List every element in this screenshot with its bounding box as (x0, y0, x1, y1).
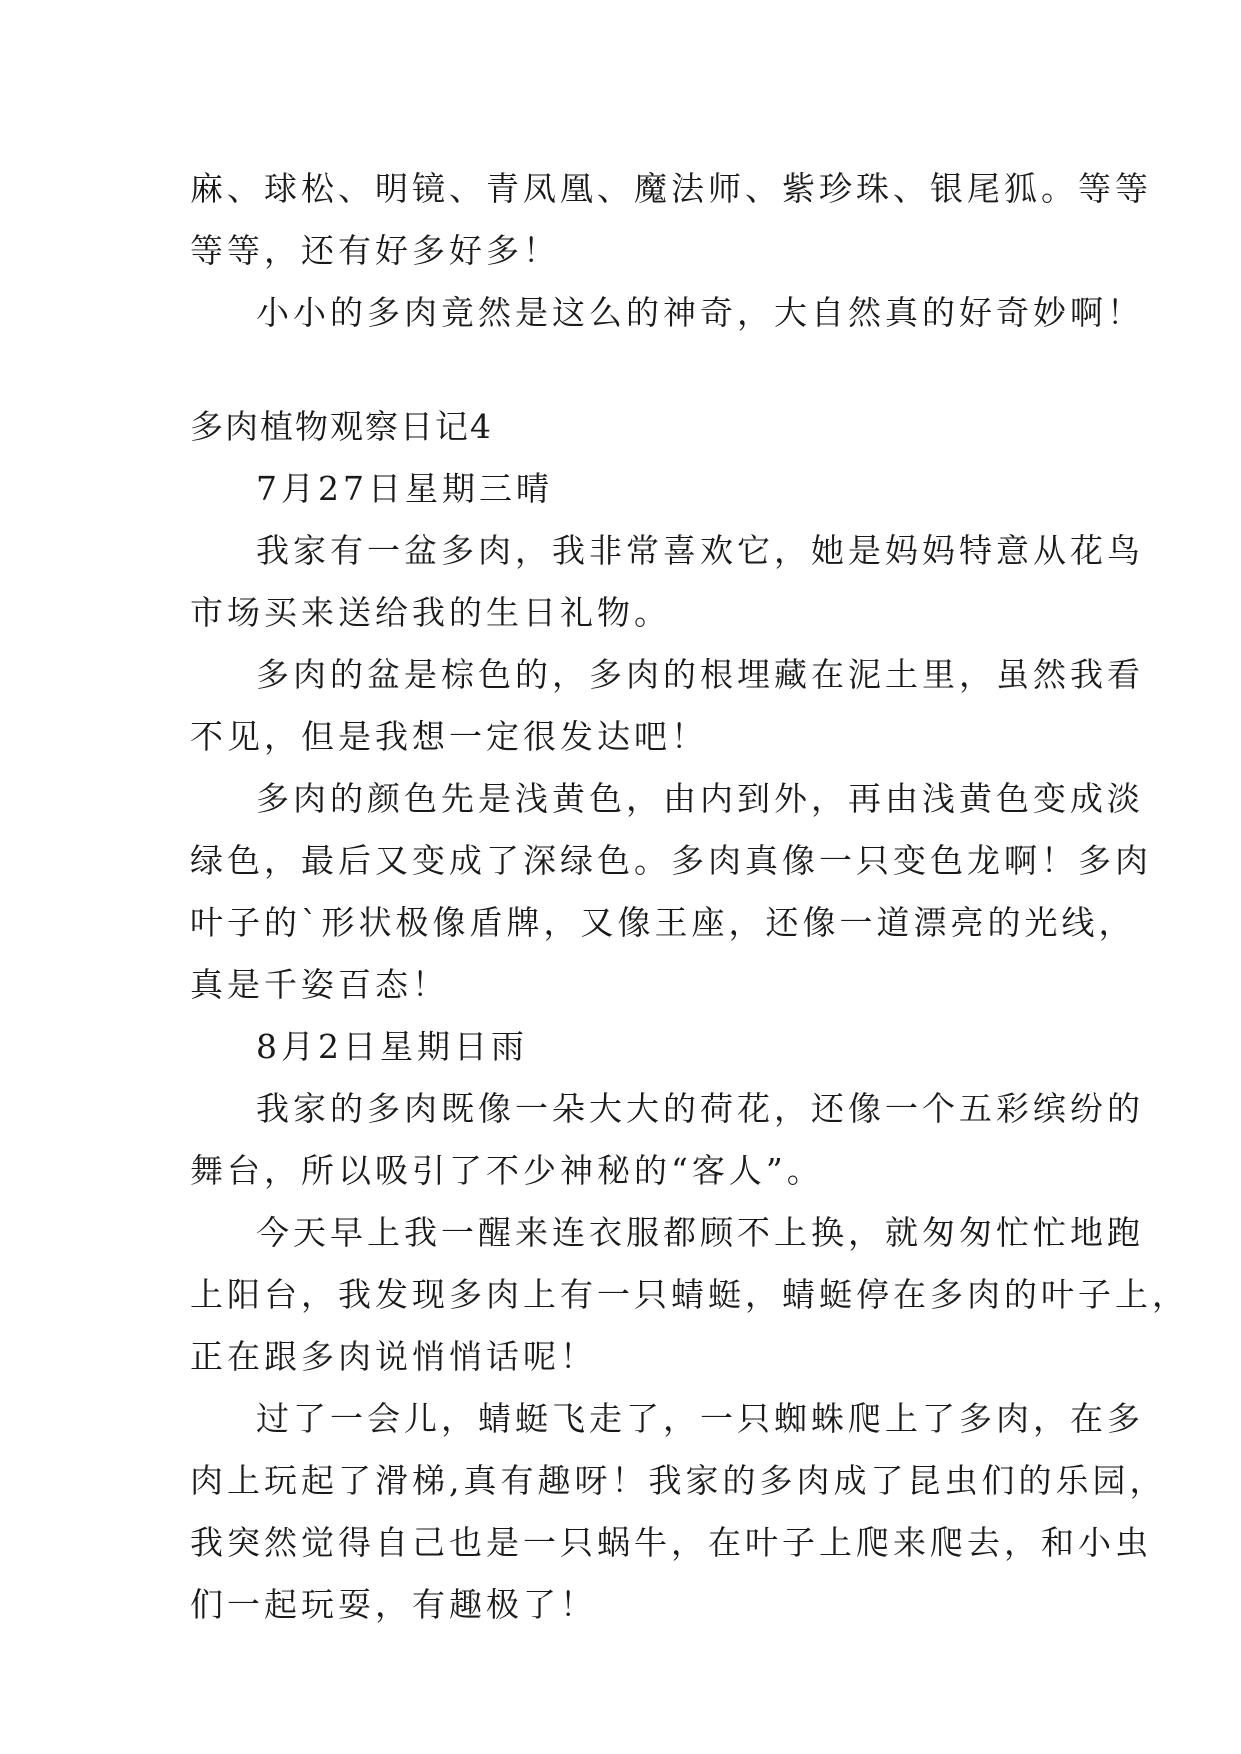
paragraph-line: 叶子的`形状极像盾牌，又像王座，还像一道漂亮的光线， (190, 903, 1136, 942)
closing-paragraph: 小小的多肉竟然是这么的神奇，大自然真的好奇妙啊！ (256, 293, 1144, 332)
document-body (190, 158, 1189, 1636)
paragraph-line: 舞台，所以吸引了不少神秘的“客人”。 (190, 1151, 824, 1190)
paragraph (190, 644, 1144, 768)
paragraph (190, 1388, 1167, 1636)
paragraph-line: 肉上玩起了滑梯,真有趣呀！我家的多肉成了昆虫们的乐园， (190, 1461, 1167, 1500)
paragraph-line: 麻、球松、明镜、青凤凰、魔法师、紫珍珠、银尾狐。等等 (190, 169, 1152, 208)
section-spacer (190, 344, 1060, 396)
paragraph (190, 768, 1152, 1016)
paragraph-line: 等等，还有好多好多！ (190, 231, 560, 270)
paragraph-line: 我家有一盆多肉，我非常喜欢它，她是妈妈特意从花鸟 (256, 531, 1144, 570)
paragraph-line: 我家的多肉既像一朵大大的荷花，还像一个五彩缤纷的 (256, 1089, 1144, 1128)
paragraph-line: 上阳台，我发现多肉上有一只蜻蜓，蜻蜓停在多肉的叶子上， (190, 1275, 1189, 1314)
top-paragraph (190, 158, 1152, 282)
diary-entry-2 (190, 1016, 1189, 1636)
section-title: 多肉植物观察日记4 (190, 407, 493, 446)
paragraph-line: 我突然觉得自己也是一只蜗牛，在叶子上爬来爬去，和小虫 (190, 1523, 1152, 1562)
paragraph (190, 1078, 1144, 1202)
paragraph-line: 不见，但是我想一定很发达吧！ (190, 717, 708, 756)
paragraph (190, 1202, 1189, 1388)
paragraph-line: 过了一会儿，蜻蜓飞走了，一只蜘蛛爬上了多肉，在多 (256, 1399, 1144, 1438)
paragraph (190, 520, 1144, 644)
paragraph-line: 正在跟多肉说悄悄话呢！ (190, 1337, 597, 1376)
paragraph-line: 真是千姿百态！ (190, 965, 449, 1004)
paragraph-line: 多肉的颜色先是浅黄色，由内到外，再由浅黄色变成淡 (256, 779, 1144, 818)
paragraph-line: 今天早上我一醒来连衣服都顾不上换，就匆匆忙忙地跑 (256, 1213, 1144, 1252)
paragraph-line: 们一起玩耍，有趣极了！ (190, 1585, 597, 1624)
entry-date: 8月2日星期日雨 (256, 1027, 528, 1066)
paragraph-line: 市场买来送给我的生日礼物。 (190, 593, 671, 632)
paragraph-line: 绿色，最后又变成了深绿色。多肉真像一只变色龙啊！多肉 (190, 841, 1152, 880)
diary-entry-1 (190, 458, 1152, 1016)
entry-date: 7月27日星期三晴 (256, 469, 553, 508)
paragraph-line: 多肉的盆是棕色的，多肉的根埋藏在泥土里，虽然我看 (256, 655, 1144, 694)
